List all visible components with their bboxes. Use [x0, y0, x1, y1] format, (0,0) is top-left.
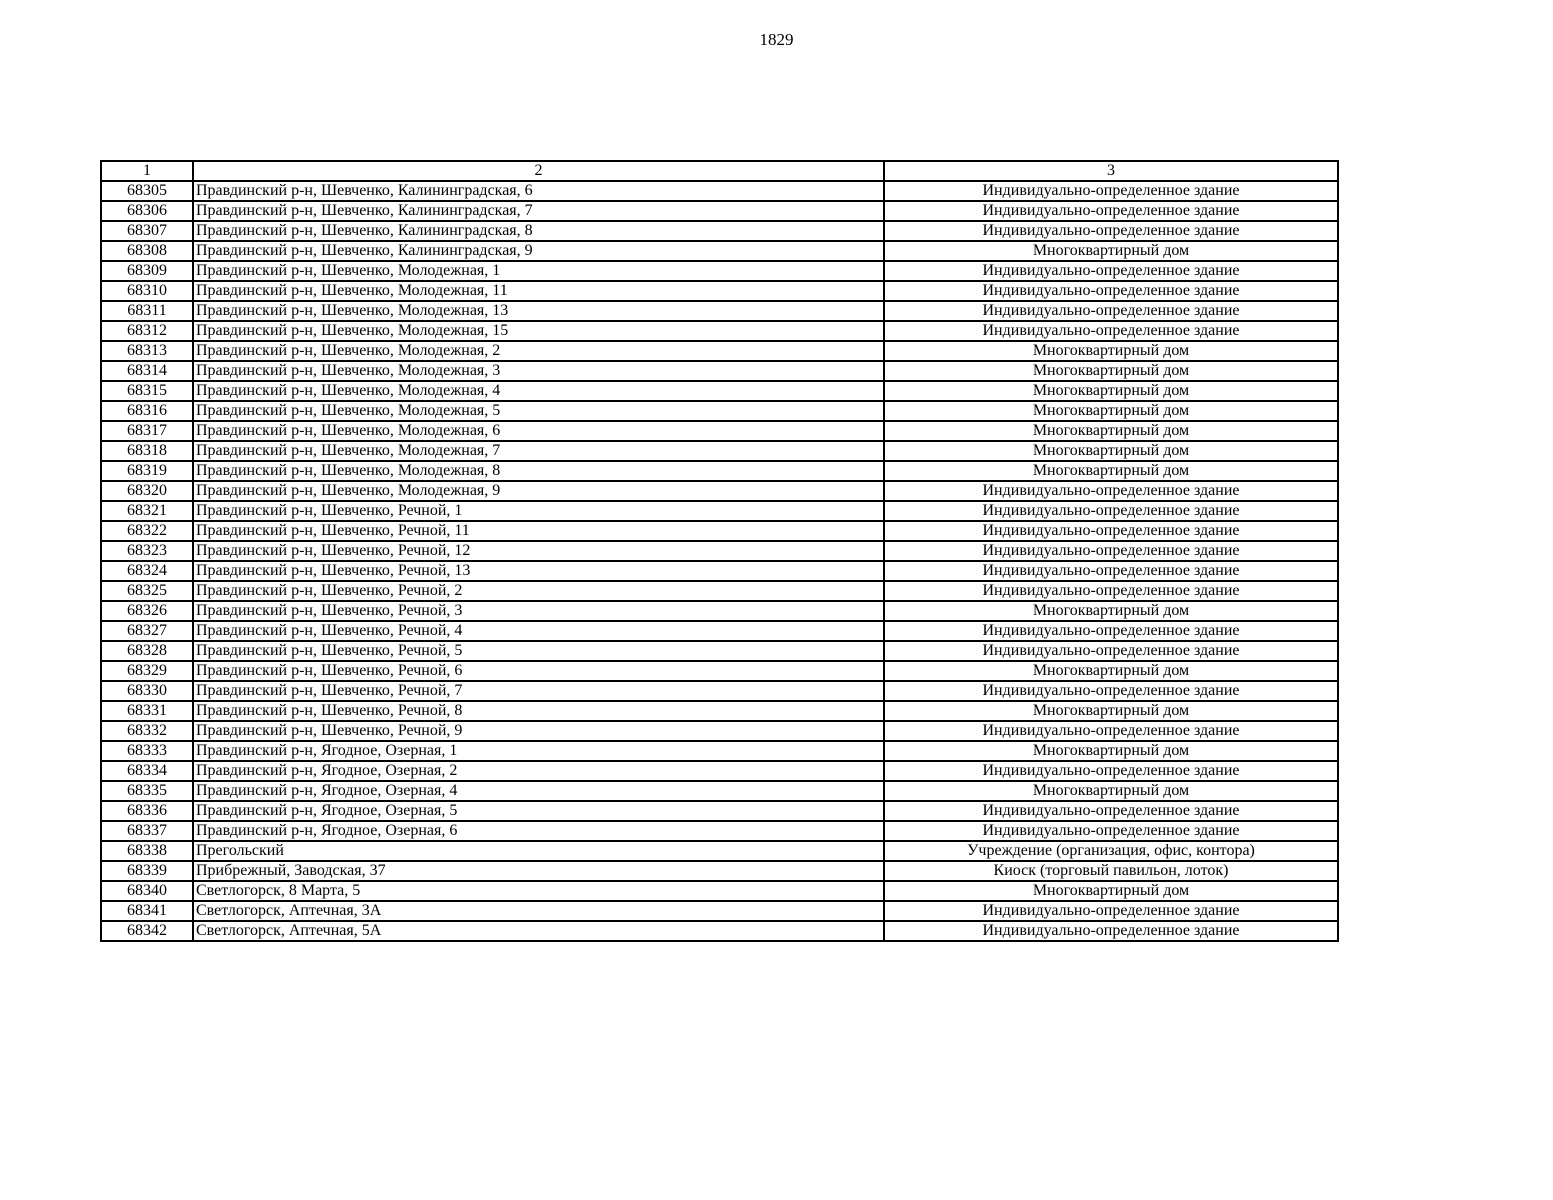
table-row: [101, 321, 1338, 341]
object-type-cell: Индивидуально-определенное здание: [884, 901, 1338, 921]
record-number-cell: 68322: [101, 521, 193, 541]
object-type-cell: Многоквартирный дом: [884, 741, 1338, 761]
object-type-cell: Индивидуально-определенное здание: [884, 221, 1338, 241]
table-row: [101, 921, 1338, 941]
address-cell: Правдинский р-н, Шевченко, Молодежная, 3: [193, 361, 884, 381]
table-row: [101, 841, 1338, 861]
object-type-cell: Многоквартирный дом: [884, 381, 1338, 401]
record-number-cell: 68310: [101, 281, 193, 301]
table-row: [101, 201, 1338, 221]
record-number-cell: 68332: [101, 721, 193, 741]
header-cell-2: 2: [193, 161, 884, 181]
record-number-cell: 68314: [101, 361, 193, 381]
address-cell: Правдинский р-н, Ягодное, Озерная, 4: [193, 781, 884, 801]
record-number-cell: 68309: [101, 261, 193, 281]
table-row: [101, 401, 1338, 421]
object-type-cell: Киоск (торговый павильон, лоток): [884, 861, 1338, 881]
record-number-cell: 68321: [101, 501, 193, 521]
record-number-cell: 68340: [101, 881, 193, 901]
address-cell: Правдинский р-н, Шевченко, Молодежная, 5: [193, 401, 884, 421]
record-number-cell: 68339: [101, 861, 193, 881]
header-row: [101, 161, 1338, 181]
record-number-cell: 68326: [101, 601, 193, 621]
address-cell: Правдинский р-н, Шевченко, Речной, 11: [193, 521, 884, 541]
object-type-cell: Многоквартирный дом: [884, 361, 1338, 381]
address-cell: Правдинский р-н, Шевченко, Речной, 4: [193, 621, 884, 641]
record-number-cell: 68328: [101, 641, 193, 661]
address-cell: Правдинский р-н, Шевченко, Калининградская, 9: [193, 241, 884, 261]
record-number-cell: 68327: [101, 621, 193, 641]
address-cell: Правдинский р-н, Шевченко, Калининградская, 6: [193, 181, 884, 201]
object-type-cell: Многоквартирный дом: [884, 401, 1338, 421]
record-number-cell: 68330: [101, 681, 193, 701]
object-type-cell: Индивидуально-определенное здание: [884, 821, 1338, 841]
table-row: [101, 421, 1338, 441]
table-row: [101, 261, 1338, 281]
object-type-cell: Индивидуально-определенное здание: [884, 721, 1338, 741]
object-type-cell: Индивидуально-определенное здание: [884, 541, 1338, 561]
table-row: [101, 541, 1338, 561]
table-row: [101, 681, 1338, 701]
table-row: [101, 221, 1338, 241]
address-cell: Правдинский р-н, Шевченко, Калининградская, 7: [193, 201, 884, 221]
object-type-cell: Индивидуально-определенное здание: [884, 521, 1338, 541]
table-row: [101, 901, 1338, 921]
table-row: [101, 801, 1338, 821]
record-number-cell: 68311: [101, 301, 193, 321]
address-cell: Правдинский р-н, Шевченко, Молодежная, 13: [193, 301, 884, 321]
table-row: [101, 581, 1338, 601]
address-cell: Правдинский р-н, Шевченко, Речной, 6: [193, 661, 884, 681]
table-row: [101, 501, 1338, 521]
address-cell: Светлогорск, Аптечная, 3А: [193, 901, 884, 921]
address-cell: Правдинский р-н, Шевченко, Молодежная, 9: [193, 481, 884, 501]
record-number-cell: 68319: [101, 461, 193, 481]
table-row: [101, 641, 1338, 661]
object-type-cell: Индивидуально-определенное здание: [884, 681, 1338, 701]
table-row: [101, 741, 1338, 761]
object-type-cell: Многоквартирный дом: [884, 781, 1338, 801]
page-number: 1829: [759, 30, 794, 49]
table-row: [101, 281, 1338, 301]
object-type-cell: Индивидуально-определенное здание: [884, 621, 1338, 641]
object-type-cell: Индивидуально-определенное здание: [884, 201, 1338, 221]
record-number-cell: 68333: [101, 741, 193, 761]
address-cell: Правдинский р-н, Шевченко, Молодежная, 6: [193, 421, 884, 441]
object-type-cell: Индивидуально-определенное здание: [884, 801, 1338, 821]
address-cell: Правдинский р-н, Ягодное, Озерная, 5: [193, 801, 884, 821]
address-cell: Правдинский р-н, Шевченко, Речной, 12: [193, 541, 884, 561]
address-cell: Светлогорск, 8 Марта, 5: [193, 881, 884, 901]
address-cell: Правдинский р-н, Шевченко, Речной, 5: [193, 641, 884, 661]
address-cell: Правдинский р-н, Шевченко, Молодежная, 4: [193, 381, 884, 401]
record-number-cell: 68305: [101, 181, 193, 201]
record-number-cell: 68312: [101, 321, 193, 341]
object-type-cell: Индивидуально-определенное здание: [884, 501, 1338, 521]
table-row: [101, 861, 1338, 881]
record-number-cell: 68334: [101, 761, 193, 781]
object-type-cell: Индивидуально-определенное здание: [884, 761, 1338, 781]
table-row: [101, 561, 1338, 581]
table-row: [101, 781, 1338, 801]
object-type-cell: Многоквартирный дом: [884, 241, 1338, 261]
address-cell: Правдинский р-н, Шевченко, Молодежная, 1: [193, 261, 884, 281]
record-number-cell: 68335: [101, 781, 193, 801]
record-number-cell: 68320: [101, 481, 193, 501]
object-type-cell: Многоквартирный дом: [884, 701, 1338, 721]
table-row: [101, 621, 1338, 641]
address-cell: Правдинский р-н, Шевченко, Калининградская, 8: [193, 221, 884, 241]
record-number-cell: 68316: [101, 401, 193, 421]
object-type-cell: Многоквартирный дом: [884, 661, 1338, 681]
address-cell: Правдинский р-н, Шевченко, Речной, 8: [193, 701, 884, 721]
record-number-cell: 68308: [101, 241, 193, 261]
address-cell: Правдинский р-н, Шевченко, Молодежная, 2: [193, 341, 884, 361]
header-cell-3: 3: [884, 161, 1338, 181]
table-row: [101, 381, 1338, 401]
address-cell: Правдинский р-н, Шевченко, Речной, 7: [193, 681, 884, 701]
object-type-cell: Индивидуально-определенное здание: [884, 581, 1338, 601]
record-number-cell: 68313: [101, 341, 193, 361]
object-type-cell: Многоквартирный дом: [884, 341, 1338, 361]
record-number-cell: 68307: [101, 221, 193, 241]
object-type-cell: Индивидуально-определенное здание: [884, 261, 1338, 281]
table-row: [101, 821, 1338, 841]
object-type-cell: Многоквартирный дом: [884, 461, 1338, 481]
object-type-cell: Индивидуально-определенное здание: [884, 641, 1338, 661]
address-cell: Правдинский р-н, Шевченко, Молодежная, 11: [193, 281, 884, 301]
object-type-cell: Учреждение (организация, офис, контора): [884, 841, 1338, 861]
registry-table-body: [101, 161, 1338, 941]
registry-table: [100, 160, 1339, 942]
table-row: [101, 341, 1338, 361]
record-number-cell: 68323: [101, 541, 193, 561]
table-row: [101, 461, 1338, 481]
address-cell: Правдинский р-н, Шевченко, Речной, 9: [193, 721, 884, 741]
address-cell: Правдинский р-н, Шевченко, Речной, 1: [193, 501, 884, 521]
table-row: [101, 701, 1338, 721]
address-cell: Прегольский: [193, 841, 884, 861]
record-number-cell: 68325: [101, 581, 193, 601]
object-type-cell: Многоквартирный дом: [884, 441, 1338, 461]
table-row: [101, 661, 1338, 681]
header-cell-1: 1: [101, 161, 193, 181]
record-number-cell: 68329: [101, 661, 193, 681]
address-cell: Правдинский р-н, Ягодное, Озерная, 1: [193, 741, 884, 761]
object-type-cell: Индивидуально-определенное здание: [884, 181, 1338, 201]
record-number-cell: 68342: [101, 921, 193, 941]
object-type-cell: Индивидуально-определенное здание: [884, 301, 1338, 321]
object-type-cell: Многоквартирный дом: [884, 421, 1338, 441]
table-row: [101, 481, 1338, 501]
object-type-cell: Индивидуально-определенное здание: [884, 481, 1338, 501]
table-row: [101, 521, 1338, 541]
record-number-cell: 68324: [101, 561, 193, 581]
table-row: [101, 441, 1338, 461]
object-type-cell: Индивидуально-определенное здание: [884, 321, 1338, 341]
record-number-cell: 68315: [101, 381, 193, 401]
record-number-cell: 68306: [101, 201, 193, 221]
address-cell: Правдинский р-н, Ягодное, Озерная, 6: [193, 821, 884, 841]
record-number-cell: 68331: [101, 701, 193, 721]
table-row: [101, 241, 1338, 261]
object-type-cell: Индивидуально-определенное здание: [884, 281, 1338, 301]
address-cell: Правдинский р-н, Шевченко, Речной, 2: [193, 581, 884, 601]
address-cell: Правдинский р-н, Шевченко, Молодежная, 15: [193, 321, 884, 341]
address-cell: Прибрежный, Заводская, 37: [193, 861, 884, 881]
table-row: [101, 361, 1338, 381]
address-cell: Правдинский р-н, Шевченко, Речной, 13: [193, 561, 884, 581]
record-number-cell: 68317: [101, 421, 193, 441]
table-row: [101, 181, 1338, 201]
table-row: [101, 601, 1338, 621]
address-cell: Светлогорск, Аптечная, 5А: [193, 921, 884, 941]
table-row: [101, 881, 1338, 901]
object-type-cell: Индивидуально-определенное здание: [884, 921, 1338, 941]
address-cell: Правдинский р-н, Шевченко, Молодежная, 8: [193, 461, 884, 481]
record-number-cell: 68318: [101, 441, 193, 461]
table-row: [101, 301, 1338, 321]
object-type-cell: Индивидуально-определенное здание: [884, 561, 1338, 581]
address-cell: Правдинский р-н, Шевченко, Молодежная, 7: [193, 441, 884, 461]
address-cell: Правдинский р-н, Ягодное, Озерная, 2: [193, 761, 884, 781]
address-cell: Правдинский р-н, Шевченко, Речной, 3: [193, 601, 884, 621]
object-type-cell: Многоквартирный дом: [884, 601, 1338, 621]
record-number-cell: 68337: [101, 821, 193, 841]
object-type-cell: Многоквартирный дом: [884, 881, 1338, 901]
record-number-cell: 68338: [101, 841, 193, 861]
record-number-cell: 68341: [101, 901, 193, 921]
table-row: [101, 761, 1338, 781]
table-row: [101, 721, 1338, 741]
record-number-cell: 68336: [101, 801, 193, 821]
